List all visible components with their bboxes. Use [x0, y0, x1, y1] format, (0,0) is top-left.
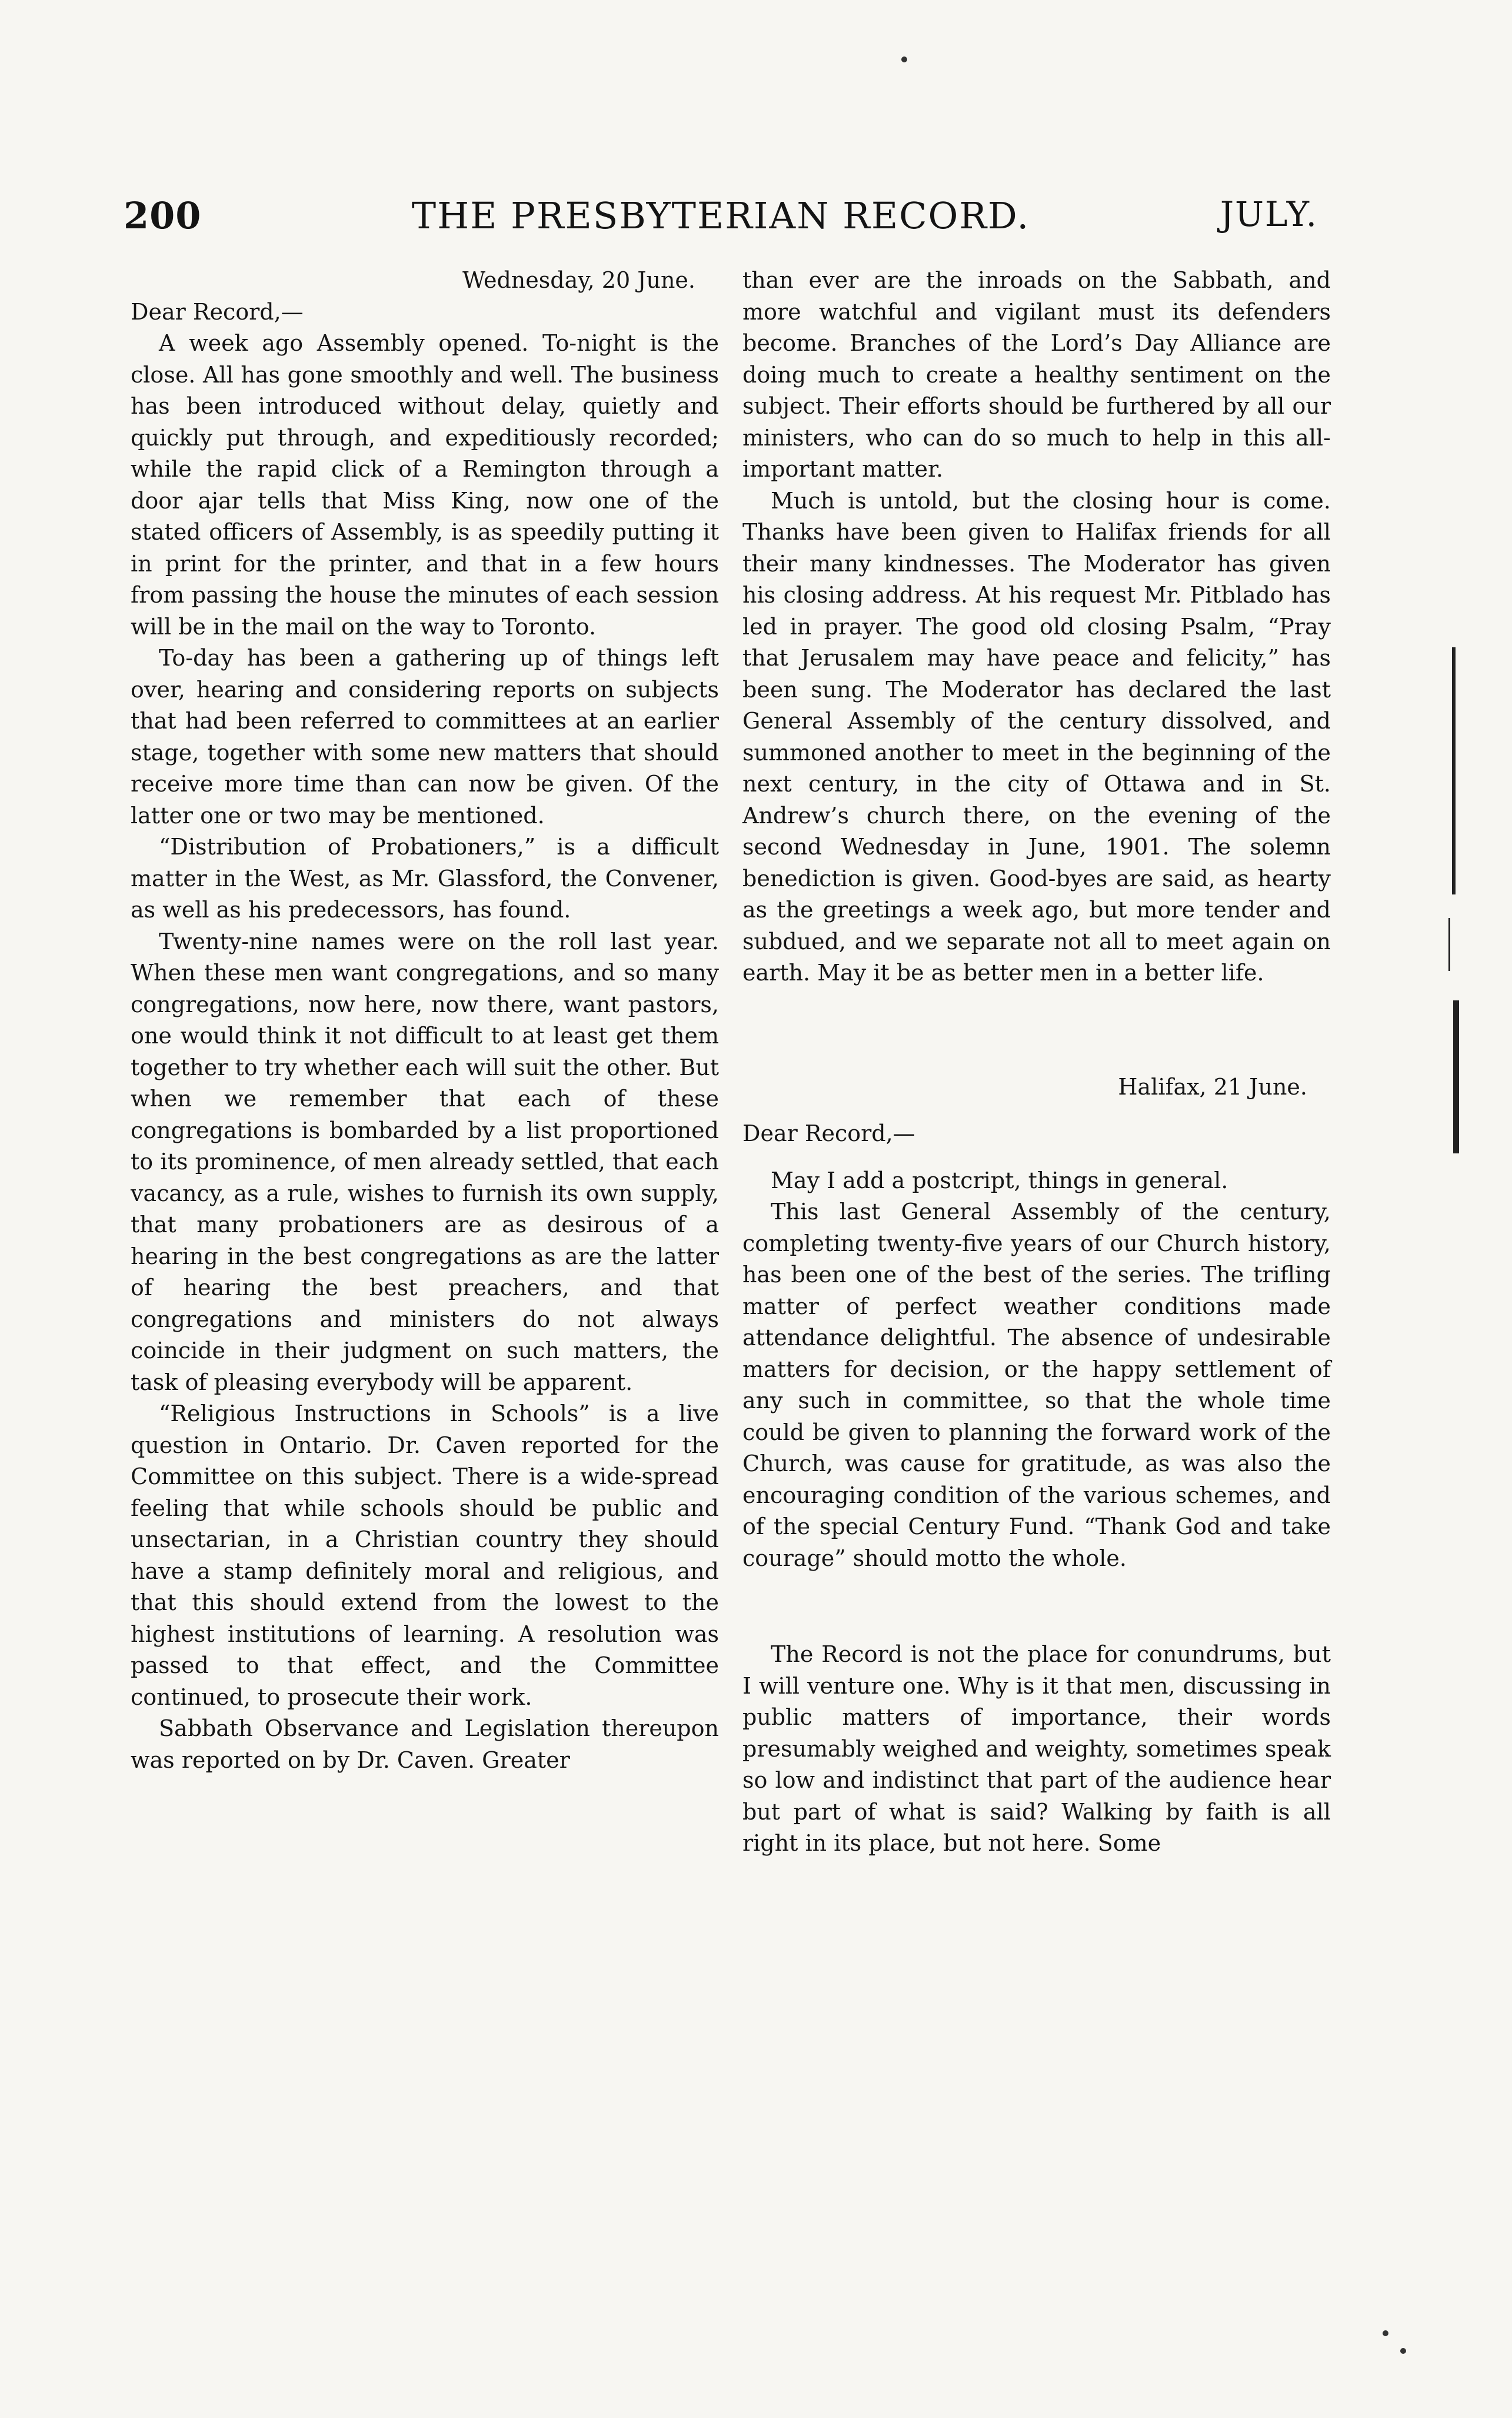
scan-edge-mark [1448, 918, 1450, 971]
paragraph-closing-hour: Much is untold, but the closing hour is come. Thanks have been given to Halifax friends for all their many kindnesses. The Moderator has given his closing address. At his request Mr. Pitblado has led in prayer. The good old closing Psalm, “Pray that Jerusalem may have peace and felicity,” has been sung. The Moderator has declared the last General Assembly of the century dissolved, and summoned another to meet in the beginning of the next century, in the city of Ottawa and in St. Andrew’s church there, on the evening of the second Wednesday in June, 1901. The solemn benediction is given. Good-byes are said, as hearty as the greetings a week ago, but more tender and subdued, and we separate not all to meet again on earth. May it be as better men in a better life. [742, 487, 1331, 986]
section-spacer [742, 989, 1331, 1072]
dateline-wednesday: Wednesday, 20 June. [462, 267, 695, 293]
paragraph-probationers: “Distribution of Probationers,” is a difficult matter in the West, as Mr. Glassford, the Convener, as well as his predecessors, has found. [131, 834, 719, 923]
left-column [131, 265, 719, 1776]
section-spacer [742, 1150, 1331, 1165]
salutation-left: Dear Record,— [131, 298, 304, 325]
paragraph-sabbath-observance: Sabbath Observance and Legislation thereupon was reported on by Dr. Caven. Greater [131, 1715, 719, 1773]
scan-edge-mark [1453, 1000, 1459, 1153]
right-column [742, 265, 1331, 1860]
paragraph-gathering-up: To-day has been a gathering up of things left over, hearing and considering reports on subjects that had been referred to committees at an earlier stage, together with some new matters that should receive more time than can now be given. Of the latter one or two may be mentioned. [131, 645, 719, 829]
paragraph-sabbath-continued: than ever are the inroads on the Sabbath, and more watchful and vigilant must its defenders become. Branches of the Lord’s Day Alliance are doing much to create a healthy sentiment on the subject. Their efforts should be furthered by all our ministers, who can do so much to help in this all-important matter. [742, 267, 1331, 482]
scan-speck [1383, 2330, 1388, 2336]
paragraph-twenty-nine-names: Twenty-nine names were on the roll last year. When these men want congregations, and so many congregations, now here, now there, want pastors, one would think it not difficult to at least get them together to try whether each will suit the other. But when we remember that each of these congregations is bombarded by a list proportioned to its prominence, of men already settled, that each vacancy, as a rule, wishes to furnish its own supply, that many probationers are as desirous of a hearing in the best congregations as are the latter of hearing the best preachers, and that congregations and ministers do not always coincide in their judgment on such matters, the task of pleasing everybody will be apparent. [131, 928, 719, 1395]
page-header [124, 194, 1318, 247]
publication-title: THE PRESBYTERIAN RECORD. [411, 194, 1030, 237]
paragraph-conundrum: The Record is not the place for conundrums, but I will venture one. Why is it that men, discussing in public matters of importance, their words presumably weighed and weighty, sometimes speak so low and indistinct that part of the audience hear but part of what is said? Walking by faith is all right in its place, but not here. Some [742, 1641, 1331, 1856]
section-spacer [742, 1103, 1331, 1118]
scan-speck [1400, 2348, 1406, 2354]
page-number: 200 [124, 194, 202, 237]
scan-speck [901, 56, 907, 62]
scan-edge-mark [1452, 647, 1456, 894]
paragraph-postscript: May I add a postcript, things in general. [771, 1167, 1228, 1193]
paragraph-last-assembly: This last General Assembly of the century, completing twenty-five years of our Church history, has been one of the best of the series. The trifling matter of perfect weather conditions made attendance delightful. The absence of undesirable matters for decision, or the happy settlement of any such in committee, so that the whole time could be given to planning the forward work of the Church, was cause for gratitude, as was also the encouraging condition of the various schemes, and of the special Century Fund. “Thank God and take courage” should motto the whole. [742, 1199, 1331, 1571]
salutation-right: Dear Record,— [742, 1120, 915, 1146]
paragraph-assembly-close: A week ago Assembly opened. To-night is the close. All has gone smoothly and well. The business has been introduced without delay, quietly and quickly put through, and expeditiously recorded; while the rapid click of a Remington through a door ajar tells that Miss King, now one of the stated officers of Assembly, is as speedily putting it in print for the printer, and that in a few hours from passing the house the minutes of each session will be in the mail on the way to Toronto. [131, 330, 719, 640]
dateline-halifax: Halifax, 21 June. [1118, 1073, 1307, 1100]
issue-month: JULY. [1220, 194, 1318, 234]
paragraph-religious-instruction: “Religious Instructions in Schools” is a live question in Ontario. Dr. Caven reported for the Committee on this subject. There is a wide-spread feeling that while schools should be public and unsectarian, in a Christian country they should have a stamp definitely moral and religious, and that this should extend from the lowest to the highest institutions of learning. A resolution was passed to that effect, and the Committee continued, to prosecute their work. [131, 1401, 719, 1710]
section-spacer [742, 1574, 1331, 1639]
